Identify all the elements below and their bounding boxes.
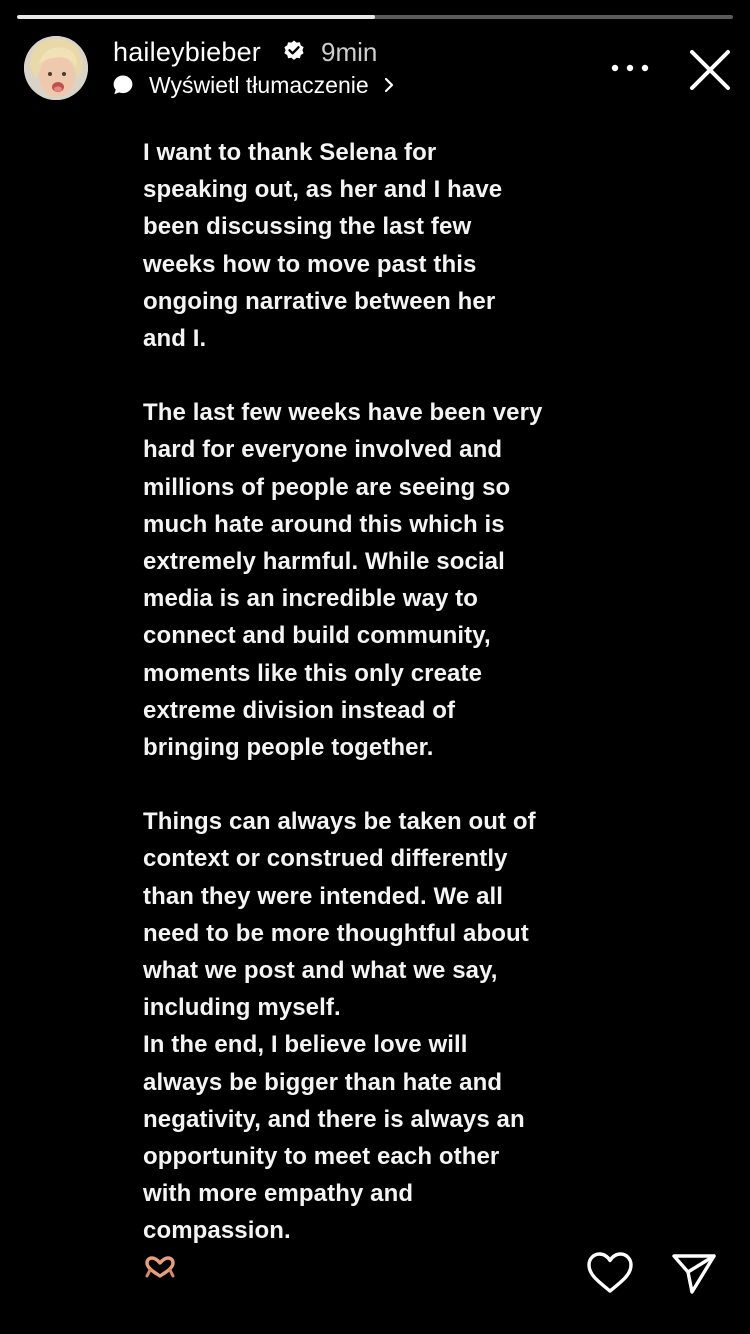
view-translation-button[interactable] — [111, 70, 397, 100]
story-paragraph-1: I want to thank Selena for speaking out, as her and I have been discussing the last few weeks how to move past this ongoing narrative between her and I. — [143, 139, 503, 353]
story-text — [143, 134, 623, 1250]
story-progress-bar — [17, 15, 733, 19]
heart-hands-emoji-icon — [144, 1256, 176, 1278]
close-icon[interactable] — [684, 44, 736, 96]
heart-icon[interactable] — [585, 1250, 635, 1296]
username[interactable]: haileybieber — [113, 37, 261, 67]
avatar[interactable] — [24, 36, 88, 100]
story-paragraph-2: The last few weeks have been very hard for everyone involved and millions of people are seeing so much hate around this which is extremely harmful. While social media is an incredible way to connect and build community, moments like this only create extreme division instead of bringing people together. — [143, 399, 543, 762]
more-dots-icon[interactable] — [606, 52, 654, 84]
story-timestamp: 9min — [321, 37, 378, 67]
story-progress-fill — [17, 15, 375, 19]
paper-plane-icon[interactable] — [670, 1250, 718, 1296]
view-translation-label: Wyświetl tłumaczenie — [149, 72, 369, 98]
chevron-right-icon — [381, 76, 397, 94]
verified-badge-icon — [282, 39, 306, 63]
speech-bubble-icon — [111, 73, 135, 97]
avatar-image — [24, 36, 88, 100]
story-paragraph-3: Things can always be taken out of context or construed differently than they were intended. We all need to be more thoughtful about what we post and what we say, including myself. In the end, I believe love will always be bigger than hate and negativity, and there is always an opportunity to meet each other with more empathy and compassion. — [143, 808, 536, 1245]
